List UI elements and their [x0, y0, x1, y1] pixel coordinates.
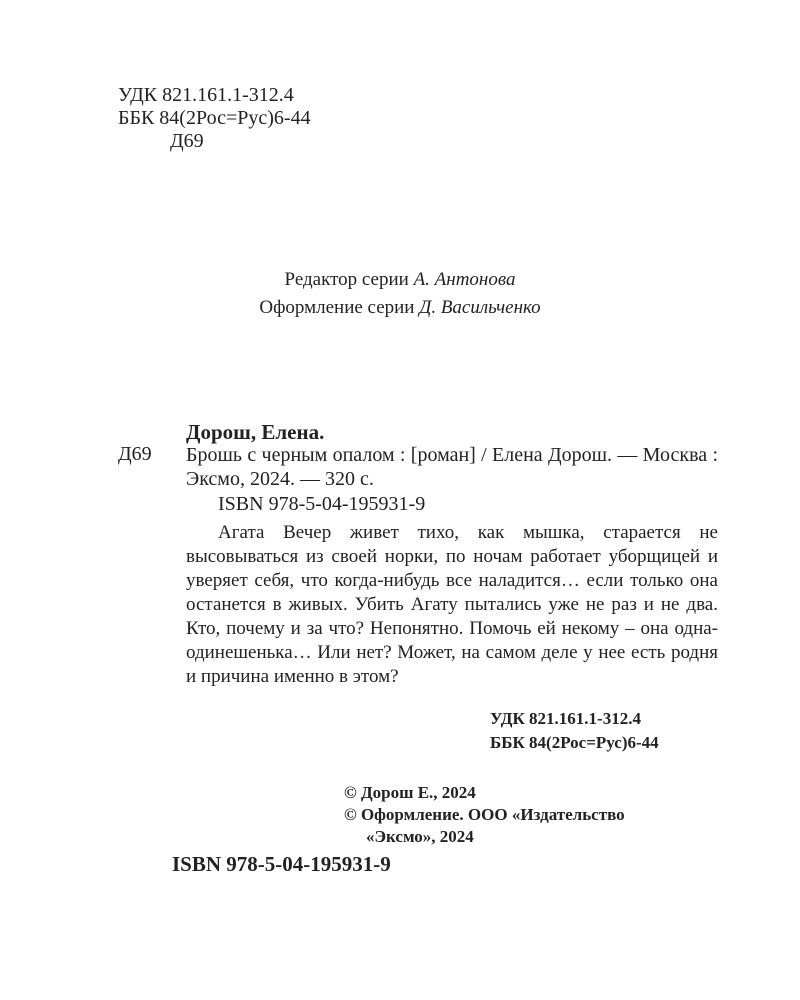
catalog-codes	[490, 707, 659, 755]
copyright-design: © Оформление. ООО «Издательство	[344, 805, 625, 824]
catalog-udk: УДК 821.161.1-312.4	[490, 709, 641, 728]
udk-code: УДК 821.161.1-312.4	[118, 84, 294, 106]
series-design-name: Д. Васильченко	[419, 297, 541, 318]
catalog-author: Дорош, Елена.	[186, 420, 325, 444]
series-design-label: Оформление серии	[259, 297, 415, 318]
classification-codes	[118, 84, 311, 153]
annotation: Агата Вечер живет тихо, как мышка, старается не высовываться из своей норки, по ночам работает уборщицей и уверяет себя, что когда-нибудь все наладится… если только она останется в живых. Убить Агату пытались уже не раз и не два. Кто, почему и за что? Непонятно. Помочь ей некому – она одна-одинешенька… Или нет? Может, на самом деле у нее есть родня и причина именно в этом?	[186, 522, 718, 687]
copyright-publisher: «Эксмо», 2024	[366, 827, 474, 846]
copyright-author: © Дорош Е., 2024	[344, 783, 476, 802]
series-editor-line	[0, 266, 800, 294]
catalog-isbn: ISBN 978-5-04-195931-9	[218, 493, 426, 515]
isbn-footer: ISBN 978-5-04-195931-9	[172, 852, 391, 876]
copyright-block	[344, 782, 625, 848]
series-credits	[0, 266, 800, 322]
series-design-line	[0, 294, 800, 322]
catalog-bbk: ББК 84(2Рос=Рус)6-44	[490, 733, 659, 752]
catalog-author-mark: Д69	[118, 443, 152, 465]
author-mark: Д69	[170, 130, 204, 152]
bbk-code: ББК 84(2Рос=Рус)6-44	[118, 107, 311, 129]
series-editor-name: А. Антонова	[413, 269, 516, 290]
series-editor-label: Редактор серии	[284, 269, 409, 290]
bibliographic-description: Брошь с черным опалом : [роман] / Елена Дорош. — Москва : Эксмо, 2024. — 320 с.	[186, 444, 718, 490]
